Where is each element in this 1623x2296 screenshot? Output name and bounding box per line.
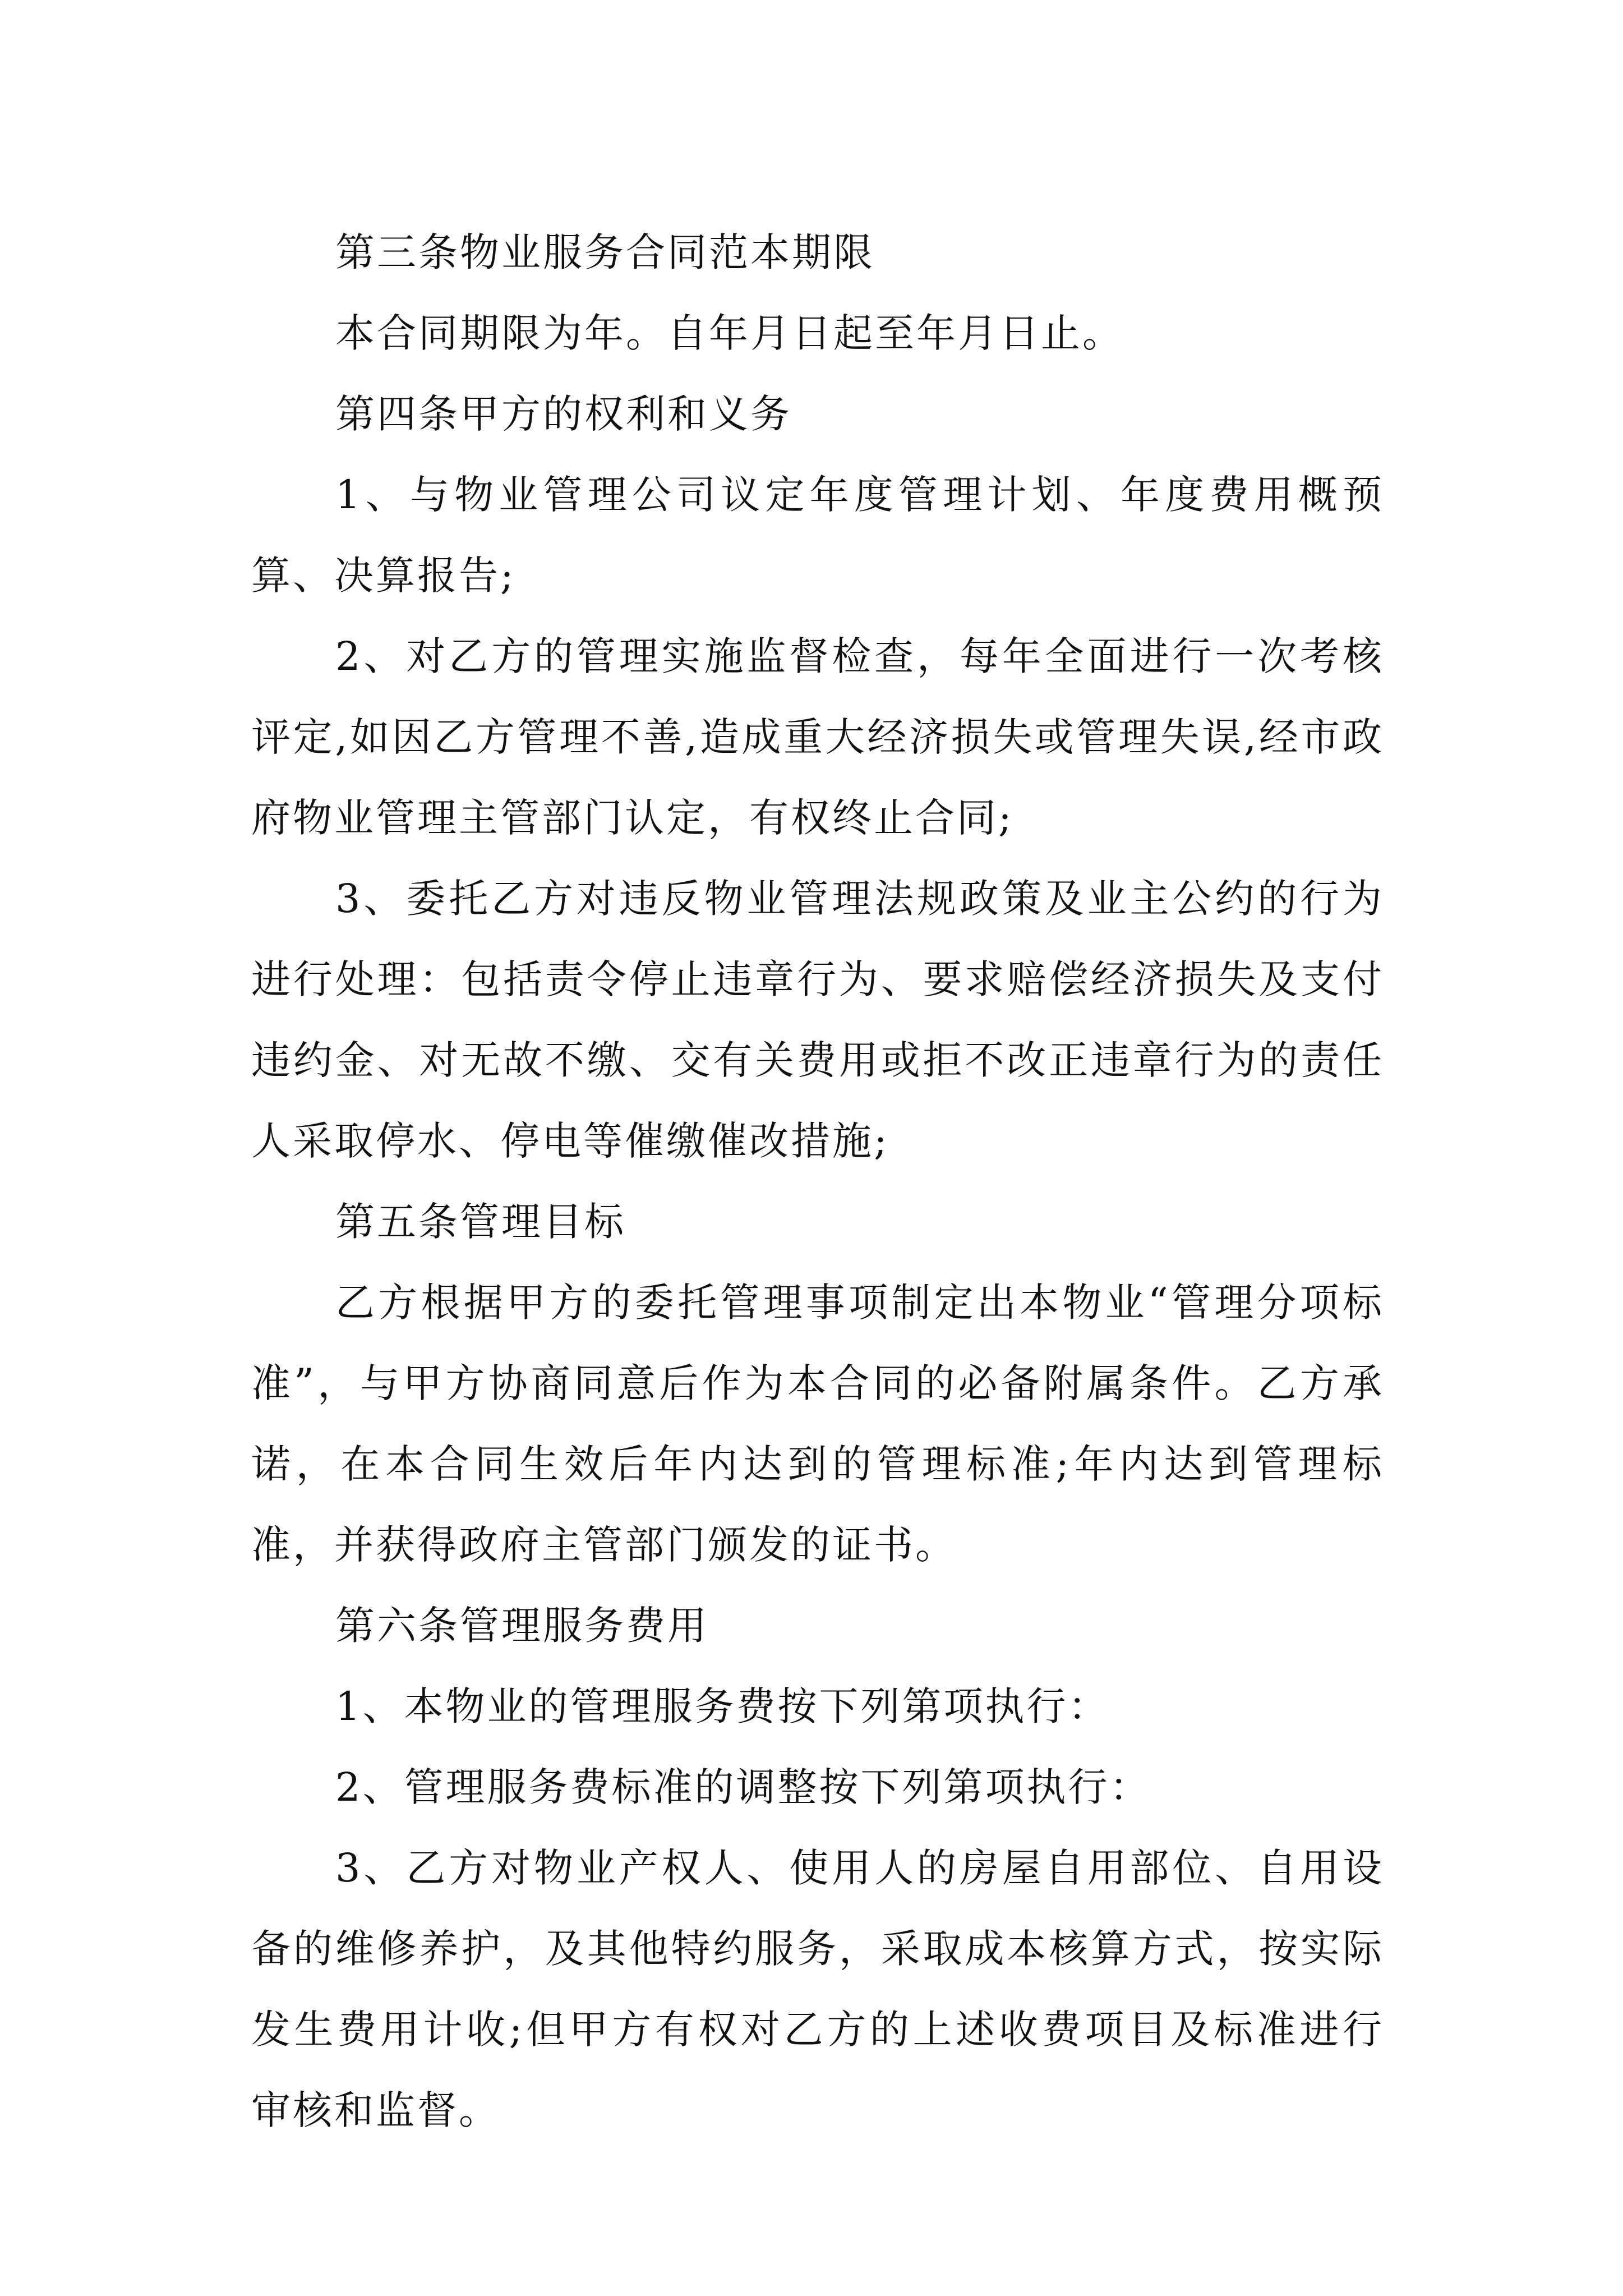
paragraph-party-a-item-1: 1、与物业管理公司议定年度管理计划、年度费用概预算、决算报告; — [251, 472, 1384, 599]
paragraph-party-a-item-3: 3、委托乙方对违反物业管理法规政策及业主公约的行为进行处理：包括责令停止违章行为、要求赔偿经济损失及支付违约金、对无故不缴、交有关费用或拒不改正违章行为的责任人采取停水、停电等催缴催改措施; — [251, 876, 1384, 1164]
paragraph-management-goals: 乙方根据甲方的委托管理事项制定出本物业“管理分项标准”，与甲方协商同意后作为本合同的必备附属条件。乙方承诺，在本合同生效后年内达到的管理标准;年内达到管理标准，并获得政府主管部门颁发的证书。 — [251, 1280, 1384, 1568]
heading-article-6: 第六条管理服务费用 — [335, 1603, 709, 1649]
paragraph-contract-term: 本合同期限为年。自年月日起至年月日止。 — [335, 310, 1124, 356]
document-body — [251, 212, 1384, 2151]
paragraph-fee-item-2: 2、管理服务费标准的调整按下列第项执行： — [335, 1764, 1151, 1810]
heading-article-3: 第三条物业服务合同范本期限 — [335, 229, 875, 275]
paragraph-fee-item-1: 1、本物业的管理服务费按下列第项执行： — [335, 1683, 1110, 1729]
paragraph-fee-item-3: 3、乙方对物业产权人、使用人的房屋自用部位、自用设备的维修养护，及其他特约服务，采取成本核算方式，按实际发生费用计收;但甲方有权对乙方的上述收费项目及标准进行审核和监督。 — [251, 1845, 1384, 2133]
heading-article-4: 第四条甲方的权利和义务 — [335, 391, 792, 437]
paragraph-party-a-item-2: 2、对乙方的管理实施监督检查，每年全面进行一次考核评定,如因乙方管理不善,造成重大经济损失或管理失误,经市政府物业管理主管部门认定，有权终止合同; — [251, 633, 1384, 841]
heading-article-5: 第五条管理目标 — [335, 1199, 626, 1245]
